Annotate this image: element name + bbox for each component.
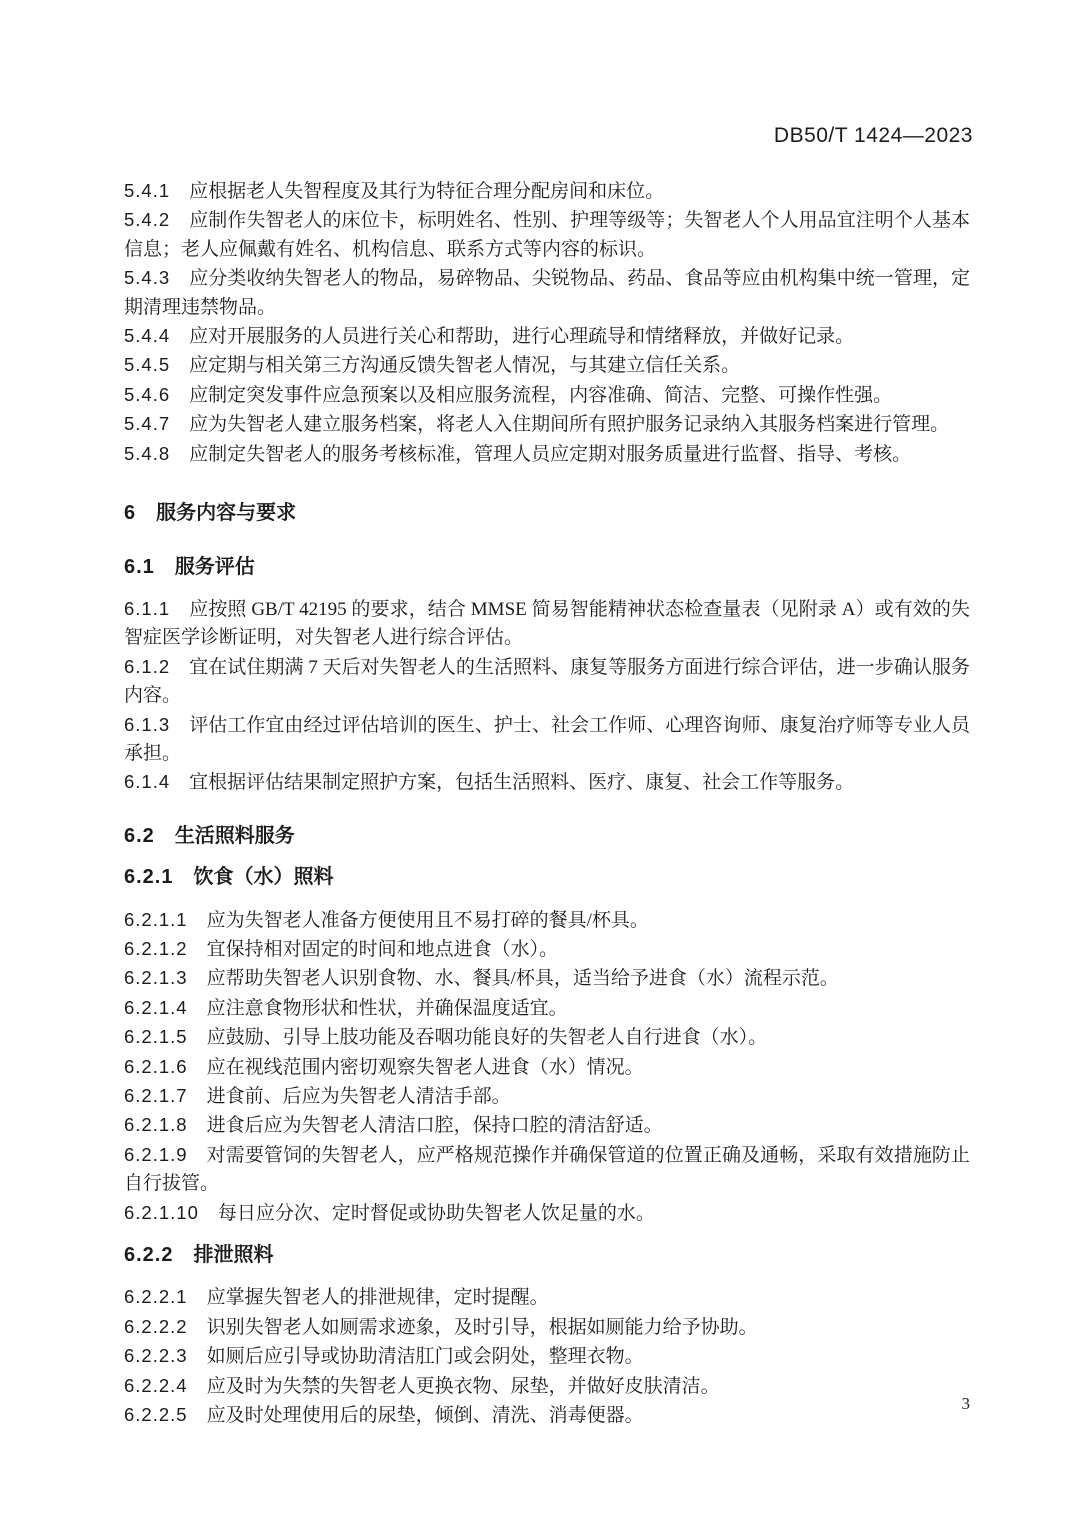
clause-text: 应定期与相关第三方沟通反馈失智老人情况，与其建立信任关系。 <box>189 355 741 377</box>
clause-text: 应对开展服务的人员进行关心和帮助，进行心理疏导和情绪释放，并做好记录。 <box>189 326 855 348</box>
clause <box>124 322 970 351</box>
clause <box>124 711 970 769</box>
clause-text: 应鼓励、引导上肢功能及吞咽功能良好的失智老人自行进食（水）。 <box>206 1027 768 1049</box>
clause-text: 评估工作宜由经过评估培训的医生、护士、社会工作师、心理咨询师、康复治疗师等专业人员承担。 <box>124 714 970 764</box>
section-heading <box>124 553 970 581</box>
clause-text: 进食前、后应为失智老人清洁手部。 <box>206 1085 511 1107</box>
clause-number: 6.1 <box>124 556 155 579</box>
clause-number: 5.4.3 <box>124 267 171 289</box>
clause <box>124 768 970 797</box>
clause-text: 对需要管饲的失智老人，应严格规范操作并确保管道的位置正确及通畅，采取有效措施防止自行拔管。 <box>124 1144 970 1195</box>
clause <box>124 935 970 964</box>
clause <box>124 177 970 206</box>
clause-text: 应及时为失禁的失智老人更换衣物、尿垫，并做好皮肤清洁。 <box>206 1375 720 1397</box>
section-heading-text: 饮食（水）照料 <box>193 866 334 889</box>
section-heading-text: 服务评估 <box>174 556 255 579</box>
clause <box>124 1141 970 1199</box>
clause <box>124 206 970 264</box>
clause-number: 6.2.1.3 <box>124 967 188 989</box>
clause-text: 应掌握失智老人的排泄规律，定时提醒。 <box>206 1287 549 1309</box>
clause-number: 6 <box>124 502 137 525</box>
clause-number: 5.4.7 <box>124 413 171 435</box>
clause-number: 6.2.2.4 <box>124 1374 188 1396</box>
clause-text: 如厕后应引导或协助清洁肛门或会阴处，整理衣物。 <box>206 1346 644 1368</box>
clause-text: 宜保持相对固定的时间和地点进食（水）。 <box>206 938 559 960</box>
clause-text: 应制定突发事件应急预案以及相应服务流程，内容准确、简洁、完整、可操作性强。 <box>189 384 893 406</box>
clause-text: 进食后应为失智老人清洁口腔，保持口腔的清洁舒适。 <box>206 1115 663 1137</box>
clause-text: 应根据老人失智程度及其行为特征合理分配房间和床位。 <box>189 181 665 202</box>
clause-number: 6.2.1.10 <box>124 1201 199 1223</box>
clause <box>124 1313 970 1342</box>
clause-text: 应制定失智老人的服务考核标准，管理人员应定期对服务质量进行监督、指导、考核。 <box>189 443 912 465</box>
clause <box>124 381 970 410</box>
clause-text: 应分类收纳失智老人的物品，易碎物品、尖锐物品、药品、食品等应由机构集中统一管理，定期清理违禁物品。 <box>124 268 970 318</box>
clause-number: 6.2.2.1 <box>124 1286 188 1308</box>
clause <box>124 653 970 711</box>
clause-text: 宜在试住期满 7 天后对失智老人的生活照料、康复等服务方面进行综合评估，进一步确认服务内容。 <box>124 656 970 707</box>
clause-text: 宜根据评估结果制定照护方案，包括生活照料、医疗、康复、社会工作等服务。 <box>189 772 855 794</box>
clause-number: 6.2.1.9 <box>124 1143 188 1165</box>
clause-text: 应制作失智老人的床位卡，标明姓名、性别、护理等级等；失智老人个人用品宜注明个人基本信息；老人应佩戴有姓名、机构信息、联系方式等内容的标识。 <box>124 210 970 260</box>
clause-number: 5.4.1 <box>124 180 171 201</box>
clause <box>124 1342 970 1371</box>
clause-number: 5.4.2 <box>124 209 171 231</box>
clause-text: 应为失智老人建立服务档案，将老人入住期间所有照护服务记录纳入其服务档案进行管理。 <box>189 414 950 436</box>
clause <box>124 906 970 935</box>
clause-number: 6.1.4 <box>124 771 171 793</box>
clause-number: 6.2.2.5 <box>124 1404 188 1426</box>
document-body <box>124 177 970 1430</box>
clause <box>124 1199 970 1228</box>
clause <box>124 440 970 469</box>
section-heading <box>124 1241 970 1269</box>
clause-number: 6.2 <box>124 824 155 847</box>
clause <box>124 595 970 653</box>
clause-number: 6.2.1.7 <box>124 1084 188 1106</box>
clause-number: 6.2.1 <box>124 866 174 889</box>
clause-number: 6.1.2 <box>124 655 171 677</box>
section-heading <box>124 863 970 891</box>
clause <box>124 1283 970 1312</box>
clause <box>124 351 970 380</box>
section-heading-text: 生活照料服务 <box>174 824 295 847</box>
clause <box>124 994 970 1023</box>
clause-number: 6.2.1.8 <box>124 1114 188 1136</box>
section-heading <box>124 822 970 850</box>
clause-number: 6.1.3 <box>124 713 171 735</box>
clause-text: 应在视线范围内密切观察失智老人进食（水）情况。 <box>206 1056 644 1078</box>
clause <box>124 1111 970 1140</box>
section-heading <box>124 499 970 527</box>
clause-number: 6.2.2.3 <box>124 1345 188 1367</box>
clause-number: 5.4.5 <box>124 354 171 376</box>
clause-text: 应及时处理使用后的尿垫，倾倒、清洗、消毒便器。 <box>206 1405 644 1427</box>
clause <box>124 410 970 439</box>
clause-number: 6.1.1 <box>124 597 171 619</box>
clause-number: 5.4.6 <box>124 383 171 405</box>
clause <box>124 1023 970 1052</box>
clause-text: 应帮助失智老人识别食物、水、餐具/杯具，适当给予进食（水）流程示范。 <box>206 968 839 990</box>
clause-number: 6.2.1.5 <box>124 1026 188 1048</box>
section-heading-text: 排泄照料 <box>193 1244 274 1266</box>
clause <box>124 264 970 322</box>
clause-text: 应按照 GB/T 42195 的要求，结合 MMSE 简易智能精神状态检查量表（见附录 A）或有效的失智症医学诊断证明，对失智老人进行综合评估。 <box>124 598 970 649</box>
clause <box>124 1401 970 1430</box>
clause-number: 6.2.1.4 <box>124 996 188 1018</box>
section-heading-text: 服务内容与要求 <box>156 502 297 525</box>
clause-text: 识别失智老人如厕需求迹象，及时引导，根据如厕能力给予协助。 <box>206 1316 758 1338</box>
clause-number: 5.4.8 <box>124 442 171 464</box>
clause-number: 6.2.2.2 <box>124 1315 188 1337</box>
clause-number: 6.2.2 <box>124 1244 174 1266</box>
clause-number: 6.2.1.1 <box>124 908 188 930</box>
standard-number-header: DB50/T 1424—2023 <box>773 124 973 147</box>
clause-text: 应为失智老人准备方便使用且不易打碎的餐具/杯具。 <box>206 909 649 931</box>
clause <box>124 1372 970 1401</box>
clause <box>124 1082 970 1111</box>
clause-text: 每日应分次、定时督促或协助失智老人饮足量的水。 <box>217 1202 655 1224</box>
clause-number: 6.2.1.2 <box>124 937 188 959</box>
clause-number: 6.2.1.6 <box>124 1055 188 1077</box>
page-number: 3 <box>961 1394 970 1413</box>
clause-number: 5.4.4 <box>124 325 171 347</box>
clause <box>124 1053 970 1082</box>
clause-text: 应注意食物形状和性状，并确保温度适宜。 <box>206 997 568 1019</box>
clause <box>124 964 970 993</box>
